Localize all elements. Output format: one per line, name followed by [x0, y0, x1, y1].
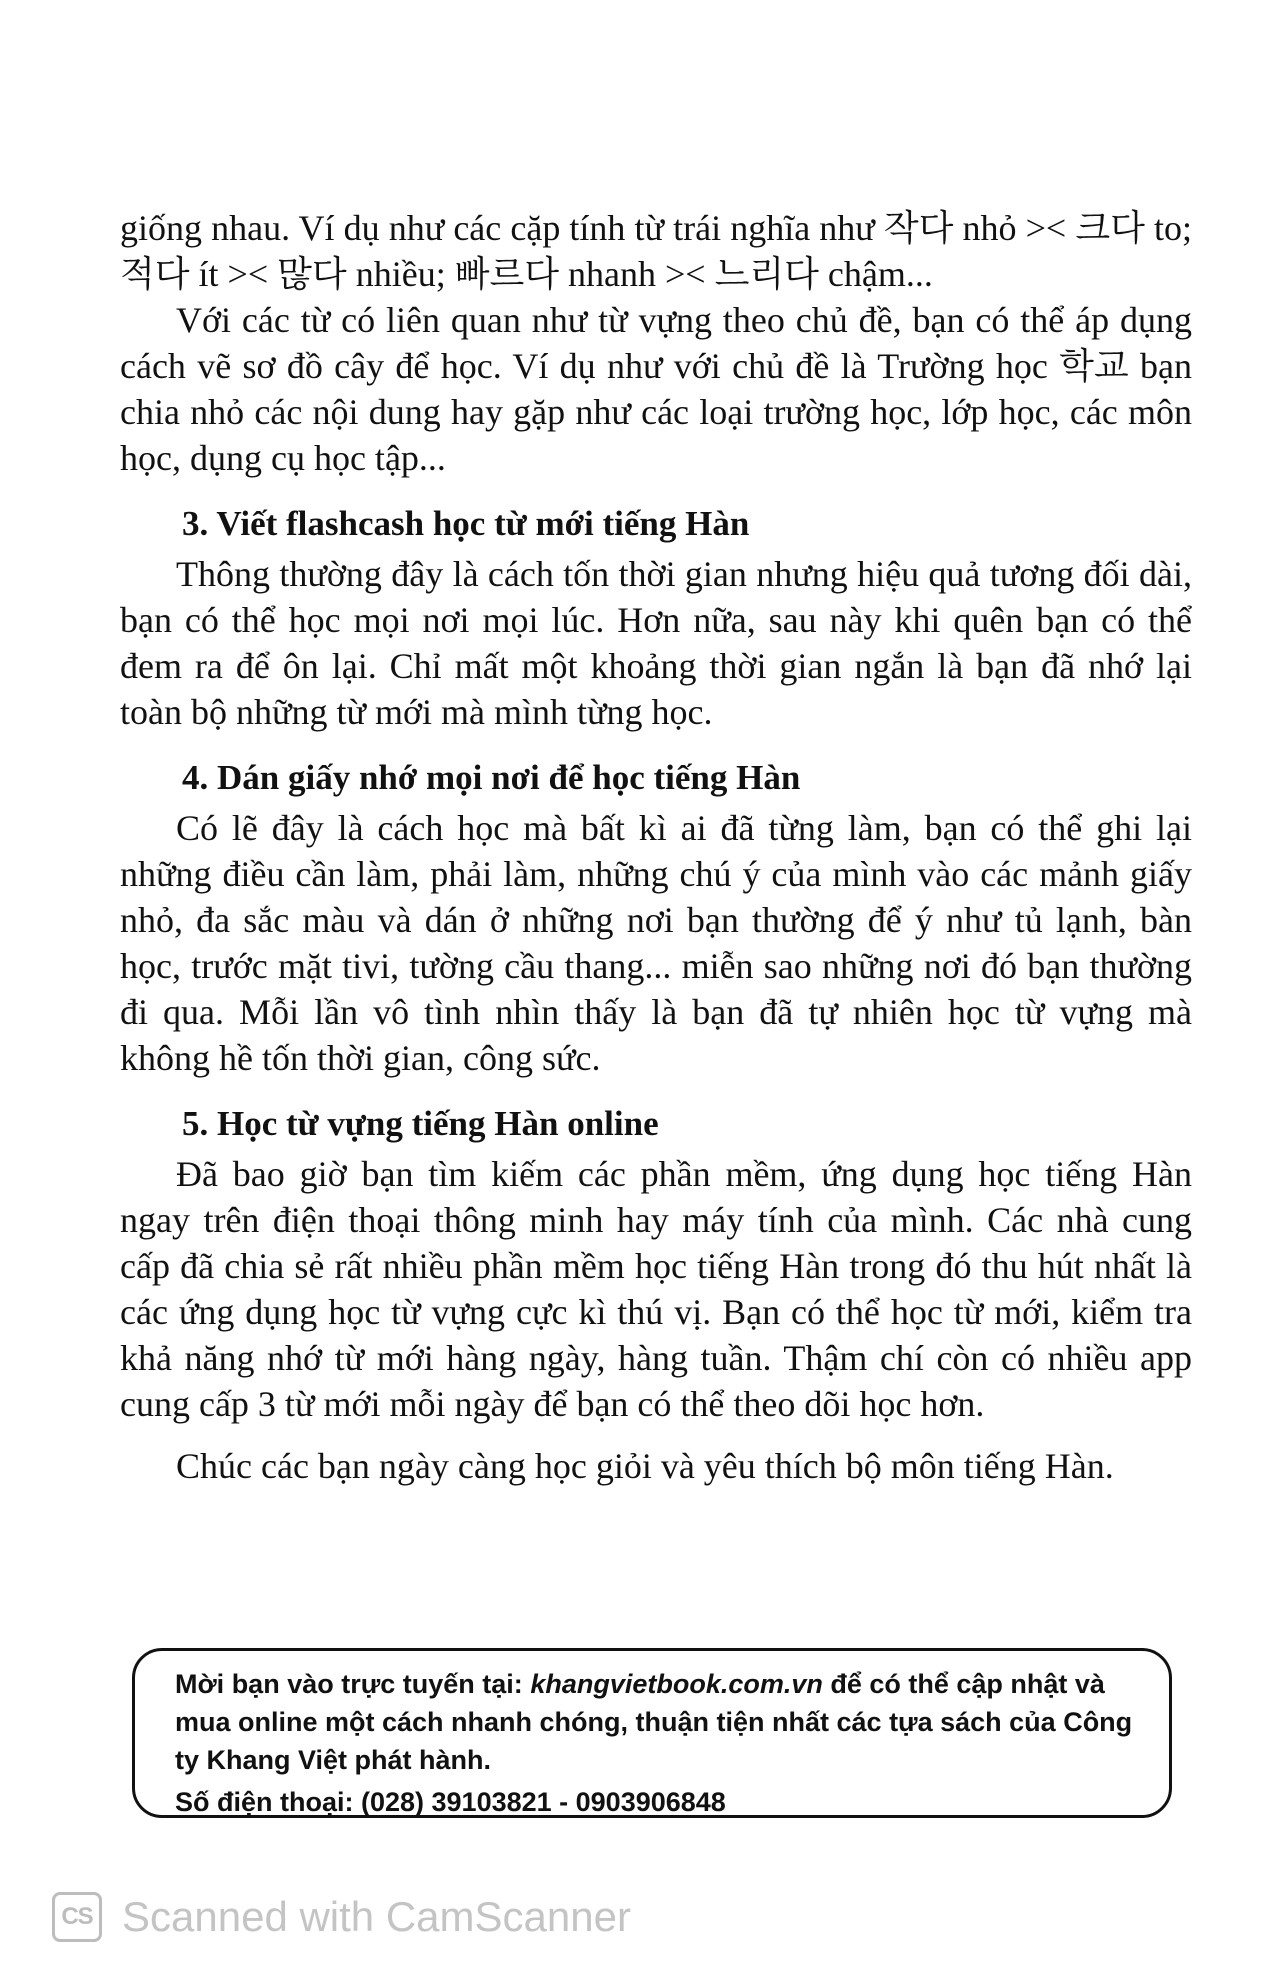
info-suffix: để có thể cập nhật và mua online một cách nhanh chóng, thuận tiện nhất các tựa sách của Công ty Khang Việt phát hành.: [175, 1669, 1133, 1775]
section-4-heading: 4. Dán giấy nhớ mọi nơi để học tiếng Hàn: [182, 758, 801, 797]
section-5-heading: 5. Học từ vựng tiếng Hàn online: [182, 1104, 659, 1143]
tree-diagram-paragraph: Với các từ có liên quan như từ vựng theo chủ đề, bạn có thể áp dụng cách vẽ sơ đồ cây để học. Ví dụ như với chủ đề là Trường học 학교 bạn chia nhỏ các nội dung hay gặp như các loại trường học, lớp học, các môn học, dụng cụ học tập...: [120, 300, 1192, 478]
closing-line: Chúc các bạn ngày càng học giỏi và yêu thích bộ môn tiếng Hàn.: [176, 1446, 1114, 1486]
phone-number: Số điện thoại: (028) 39103821 - 0903906848: [175, 1787, 726, 1817]
publisher-info-text: [175, 1665, 1139, 1779]
page-content: [120, 205, 1192, 1489]
publisher-info-box: [132, 1648, 1172, 1818]
section-3-body: Thông thường đây là cách tốn thời gian nhưng hiệu quả tương đối dài, bạn có thể học mọi nơi mọi lúc. Hơn nữa, sau này khi quên bạn có thể đem ra để ôn lại. Chỉ mất một khoảng thời gian ngắn là bạn đã nhớ lại toàn bộ những từ mới mà mình từng học.: [120, 554, 1192, 732]
info-prefix: Mời bạn vào trực tuyến tại:: [175, 1669, 531, 1699]
section-4-body: Có lẽ đây là cách học mà bất kì ai đã từng làm, bạn có thể ghi lại những điều cần làm, phải làm, những chú ý của mình vào các mảnh giấy nhỏ, đa sắc màu và dán ở những nơi bạn thường để ý như tủ lạnh, bàn học, trước mặt tivi, tường cầu thang... miễn sao những nơi đó bạn thường đi qua. Mỗi lần vô tình nhìn thấy là bạn đã tự nhiên học từ vựng mà không hề tốn thời gian, công sức.: [120, 808, 1192, 1078]
intro-paragraph: giống nhau. Ví dụ như các cặp tính từ trái nghĩa như 작다 nhỏ >< 크다 to; 적다 ít >< 많다 nhiều; 빠르다 nhanh >< 느리다 chậm...: [120, 208, 1192, 294]
camscanner-watermark: [52, 1892, 631, 1942]
camscanner-logo-icon: CS: [52, 1892, 102, 1942]
section-3-heading: 3. Viết flashcash học từ mới tiếng Hàn: [182, 504, 750, 543]
website-link[interactable]: khangvietbook.com.vn: [530, 1669, 823, 1699]
camscanner-text: Scanned with CamScanner: [122, 1893, 631, 1940]
section-5-body: Đã bao giờ bạn tìm kiếm các phần mềm, ứng dụng học tiếng Hàn ngay trên điện thoại thông minh hay máy tính của mình. Các nhà cung cấp đã chia sẻ rất nhiều phần mềm học tiếng Hàn trong đó thu hút nhất là các ứng dụng học từ vựng cực kì thú vị. Bạn có thể học từ mới, kiểm tra khả năng nhớ từ mới hàng ngày, hàng tuần. Thậm chí còn có nhiều app cung cấp 3 từ mới mỗi ngày để bạn có thể theo dõi học hơn.: [120, 1154, 1192, 1424]
